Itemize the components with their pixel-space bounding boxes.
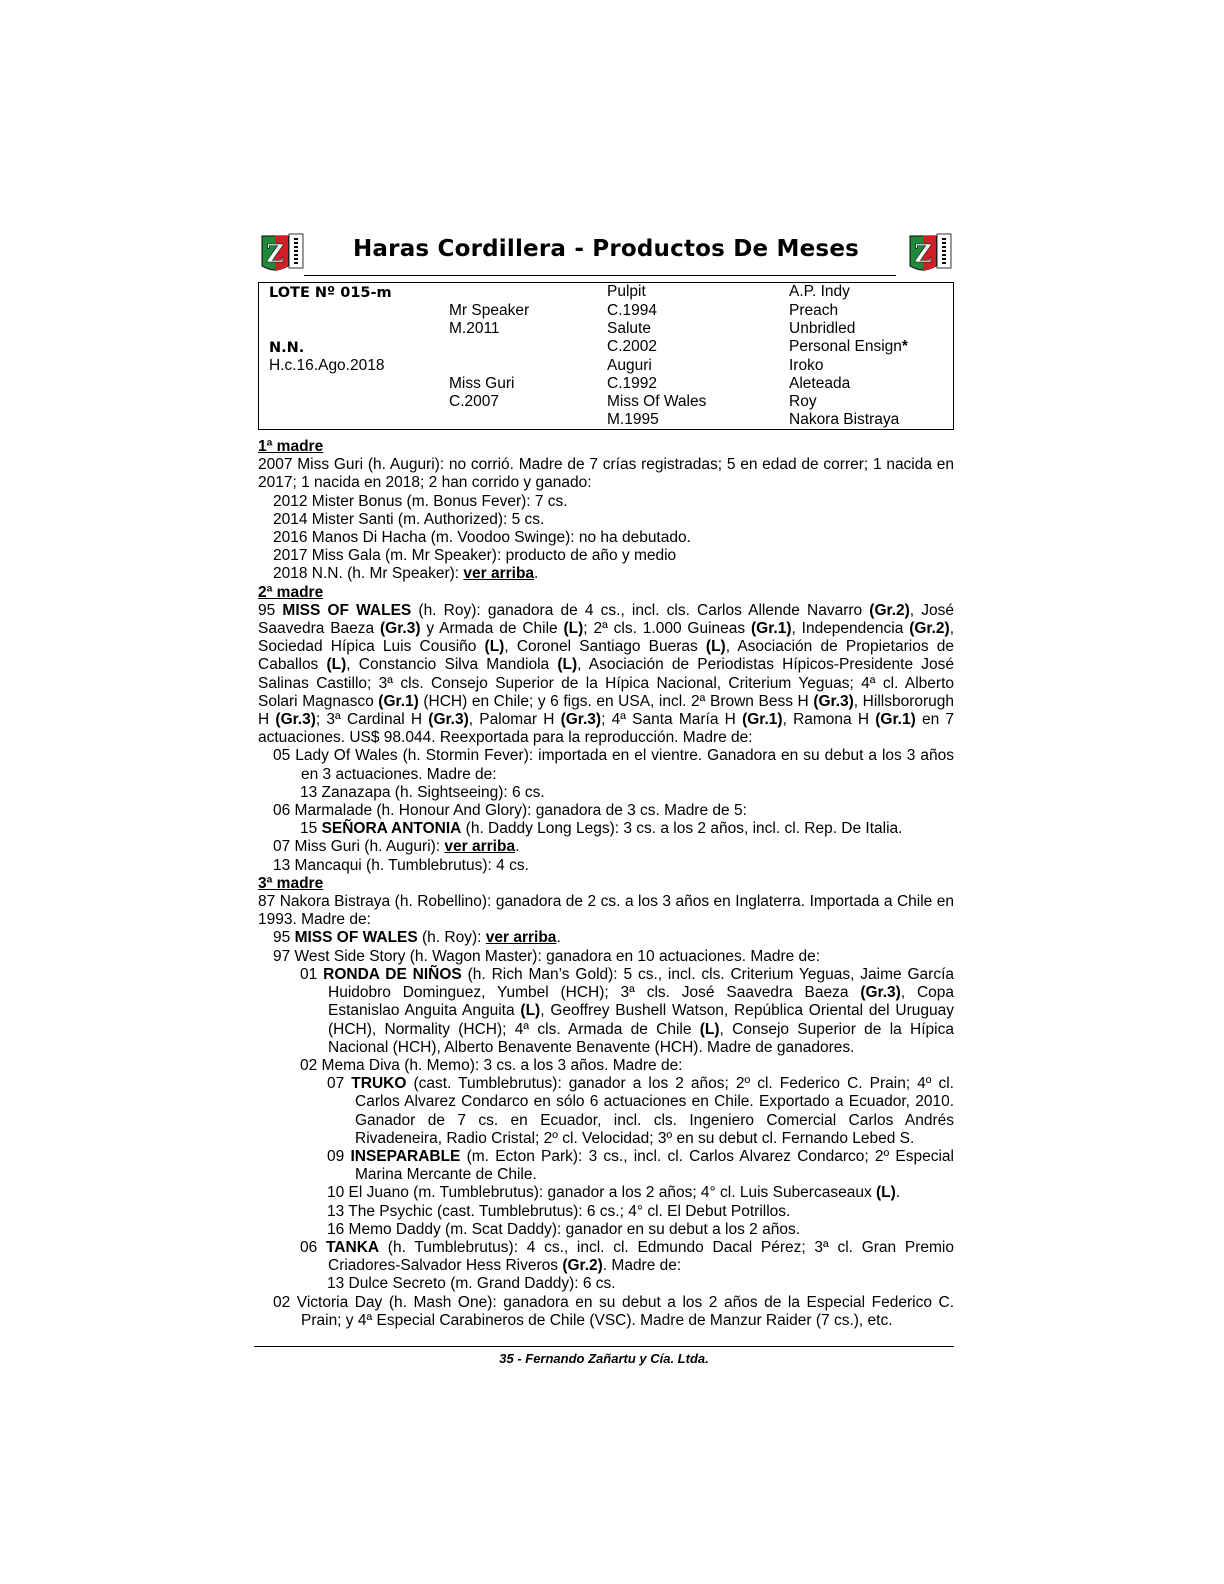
list-item: 07 Miss Guri (h. Auguri): ver arriba. xyxy=(273,838,520,856)
footer-rule xyxy=(254,1346,954,1347)
pedigree-g2: M.1995 xyxy=(607,411,659,428)
section-heading-1a-madre: 1ª madre xyxy=(258,438,324,455)
dam-paragraph: 95 MISS OF WALES (h. Roy): ganadora de 4 cs., incl. cls. Carlos Allende Navarro (Gr.2), José Saavedra Baeza (Gr.3) y Armada de Chile (L); 2ª cls. 1.000 Guineas (Gr.1), Independencia (Gr.2), Sociedad Hípica Luis Cousiño (L), Coronel Santiago Bueras (L), Asociación de Propietarios de Caballos (L), Constancio Silva Mandiola (L), Asociación de Periodistas Hípicos-Presidente José Salinas Castillo; 3ª cls. Consejo Superior de la Hípica Nacional, Criterium Yeguas; 4ª cl. Alberto Solari Magnasco (Gr.1) (HCH) en Chile; y 6 figs. en USA, incl. 2ª Brown Bess H (Gr.3), Hillsbororugh H (Gr.3); 3ª Cardinal H (Gr.3), Palomar H (Gr.3); 4ª Santa María H (Gr.1), Ramona H (Gr.1) en 7 actuaciones. US$ 98.044. Reexportada para la reproducción. Madre de: xyxy=(258,601,955,747)
list-item: 2018 N.N. (h. Mr Speaker): ver arriba. xyxy=(273,565,539,583)
list-item: 97 West Side Story (h. Wagon Master): ganadora en 10 actuaciones. Madre de: xyxy=(273,947,821,965)
dam-name: Miss Guri xyxy=(449,375,515,392)
dam-info: C.2007 xyxy=(449,393,499,410)
page-header xyxy=(258,228,954,276)
horse-description: H.c.16.Ago.2018 xyxy=(269,357,385,374)
pedigree-g3: Preach xyxy=(789,302,839,319)
star-mark: * xyxy=(901,338,908,355)
svg-text:Z: Z xyxy=(266,239,284,268)
sire-info: M.2011 xyxy=(449,320,500,337)
list-item: 06 TANKA (h. Tumblebrutus): 4 cs., incl. cl. Edmundo Dacal Pérez; 3ª cl. Gran Premio Criadores-Salvador Hess Riveros (Gr.2). Madre de: xyxy=(300,1238,954,1275)
dam-paragraph: 2007 Miss Guri (h. Auguri): no corrió. Madre de 7 crías registradas; 5 en edad de correr; 1 nacida en 2017; 1 nacida en 2018; 2 han corrido y ganado: xyxy=(258,456,954,492)
zanartu-logo-icon xyxy=(906,230,954,274)
ver-arriba-link[interactable]: ver arriba xyxy=(463,565,535,583)
svg-text:Z: Z xyxy=(914,239,932,268)
list-item: 13 The Psychic (cast. Tumblebrutus): 6 cs.; 4° cl. El Debut Potrillos. xyxy=(327,1202,791,1220)
pedigree-g3: Personal Ensign* xyxy=(789,338,908,355)
list-item: 06 Marmalade (h. Honour And Glory): ganadora de 3 cs. Madre de 5: xyxy=(273,802,747,820)
ver-arriba-link[interactable]: ver arriba xyxy=(444,838,516,856)
dam-paragraph: 87 Nakora Bistraya (h. Robellino): ganadora de 2 cs. a los 3 años en Inglaterra. Importada a Chile en 1993. Madre de: xyxy=(258,893,954,929)
pedigree-g3: Roy xyxy=(789,393,817,410)
catalog-page xyxy=(258,228,954,1330)
pedigree-g2: C.1992 xyxy=(607,375,657,392)
pedigree-g2: C.2002 xyxy=(607,338,657,355)
pedigree-g3: A.P. Indy xyxy=(789,283,850,300)
list-item: 02 Victoria Day (h. Mash One): ganadora en su debut a los 2 años de la Especial Federico C. Prain; y 4ª Especial Carabineros de Chile (VSC). Madre de Manzur Raider (7 cs.), etc. xyxy=(273,1293,954,1329)
section-heading-2a-madre: 2ª madre xyxy=(258,583,324,601)
pedigree-g3: Iroko xyxy=(789,357,824,374)
pedigree-g3: Aleteada xyxy=(789,375,851,392)
header-rule xyxy=(304,275,896,276)
list-item: 2017 Miss Gala (m. Mr Speaker): producto de año y medio xyxy=(273,547,677,565)
list-item: 13 Dulce Secreto (m. Grand Daddy): 6 cs. xyxy=(327,1275,616,1293)
list-item: 16 Memo Daddy (m. Scat Daddy): ganador en su debut a los 2 años. xyxy=(327,1220,801,1238)
catalog-body xyxy=(258,438,954,1330)
list-item: 13 Mancaqui (h. Tumblebrutus): 4 cs. xyxy=(273,856,529,874)
pedigree-g2: Miss Of Wales xyxy=(607,393,707,410)
list-item: 02 Mema Diva (h. Memo): 3 cs. a los 3 años. Madre de: xyxy=(300,1056,683,1074)
pedigree-g3: Unbridled xyxy=(789,320,856,337)
pedigree-g3: Nakora Bistraya xyxy=(789,411,900,428)
sire-name: Mr Speaker xyxy=(449,302,530,319)
list-item: 13 Zanazapa (h. Sightseeing): 6 cs. xyxy=(300,783,545,801)
horse-name: N.N. xyxy=(269,340,305,356)
page-title: Haras Cordillera - Productos De Meses xyxy=(352,236,860,262)
pedigree-g2: Salute xyxy=(607,320,651,337)
list-item: 07 TRUKO (cast. Tumblebrutus): ganador a los 2 años; 2º cl. Federico C. Prain; 4º cl. Carlos Alvarez Condarco en sólo 6 actuaciones en Chile. Exportado a Ecuador, 2010. Ganador de 7 cs. en Ecuador, incl. cls. Ingeniero Comercial Carlos Andrés Rivadeneira, Radio Cristal; 2º cl. Velocidad; 3º en su debut cl. Fernando Lebed S. xyxy=(327,1075,954,1147)
list-item: 15 SEÑORA ANTONIA (h. Daddy Long Legs): 3 cs. a los 2 años, incl. cl. Rep. De Italia. xyxy=(300,820,903,838)
section-heading-3a-madre: 3ª madre xyxy=(258,874,324,892)
list-item: 2016 Manos Di Hacha (m. Voodoo Swinge): no ha debutado. xyxy=(273,529,691,547)
pedigree-table xyxy=(258,282,954,430)
pedigree-g2: Auguri xyxy=(607,357,652,374)
list-item: 05 Lady Of Wales (h. Stormin Fever): importada en el vientre. Ganadora en su debut a los 3 años en 3 actuaciones. Madre de: xyxy=(273,747,954,783)
pedigree-g2: C.1994 xyxy=(607,302,657,319)
list-item: 09 INSEPARABLE (m. Ecton Park): 3 cs., incl. cl. Carlos Alvarez Condarco; 2º Especial Marina Mercante de Chile. xyxy=(327,1147,954,1184)
lote-number: LOTE Nº 015-m xyxy=(269,285,392,301)
list-item: 10 El Juano (m. Tumblebrutus): ganador a los 2 años; 4° cl. Luis Subercaseaux (L). xyxy=(327,1184,901,1202)
list-item: 01 RONDA DE NIÑOS (h. Rich Man’s Gold): 5 cs., incl. cls. Criterium Yeguas, Jaime García Huidobro Dominguez, Yumbel (HCH); 3ª cls. José Saavedra Baeza (Gr.3), Copa Estanislao Anguita Anguita (L), Geoffrey Bushell Watson, República Oriental del Uruguay (HCH), Normality (HCH); 4ª cls. Armada de Chile (L), Consejo Superior de la Hípica Nacional (HCH), Alberto Benavente Benavente (HCH). Madre de ganadores. xyxy=(300,965,954,1056)
ver-arriba-link[interactable]: ver arriba xyxy=(485,929,557,947)
list-item: 2014 Mister Santi (m. Authorized): 5 cs. xyxy=(273,510,545,528)
page-footer: 35 - Fernando Zañartu y Cía. Ltda. xyxy=(499,1351,709,1366)
list-item: 95 MISS OF WALES (h. Roy): ver arriba. xyxy=(273,929,561,947)
pedigree-g2: Pulpit xyxy=(607,283,646,300)
list-item: 2012 Mister Bonus (m. Bonus Fever): 7 cs. xyxy=(273,492,568,510)
zanartu-logo-icon xyxy=(258,230,306,274)
